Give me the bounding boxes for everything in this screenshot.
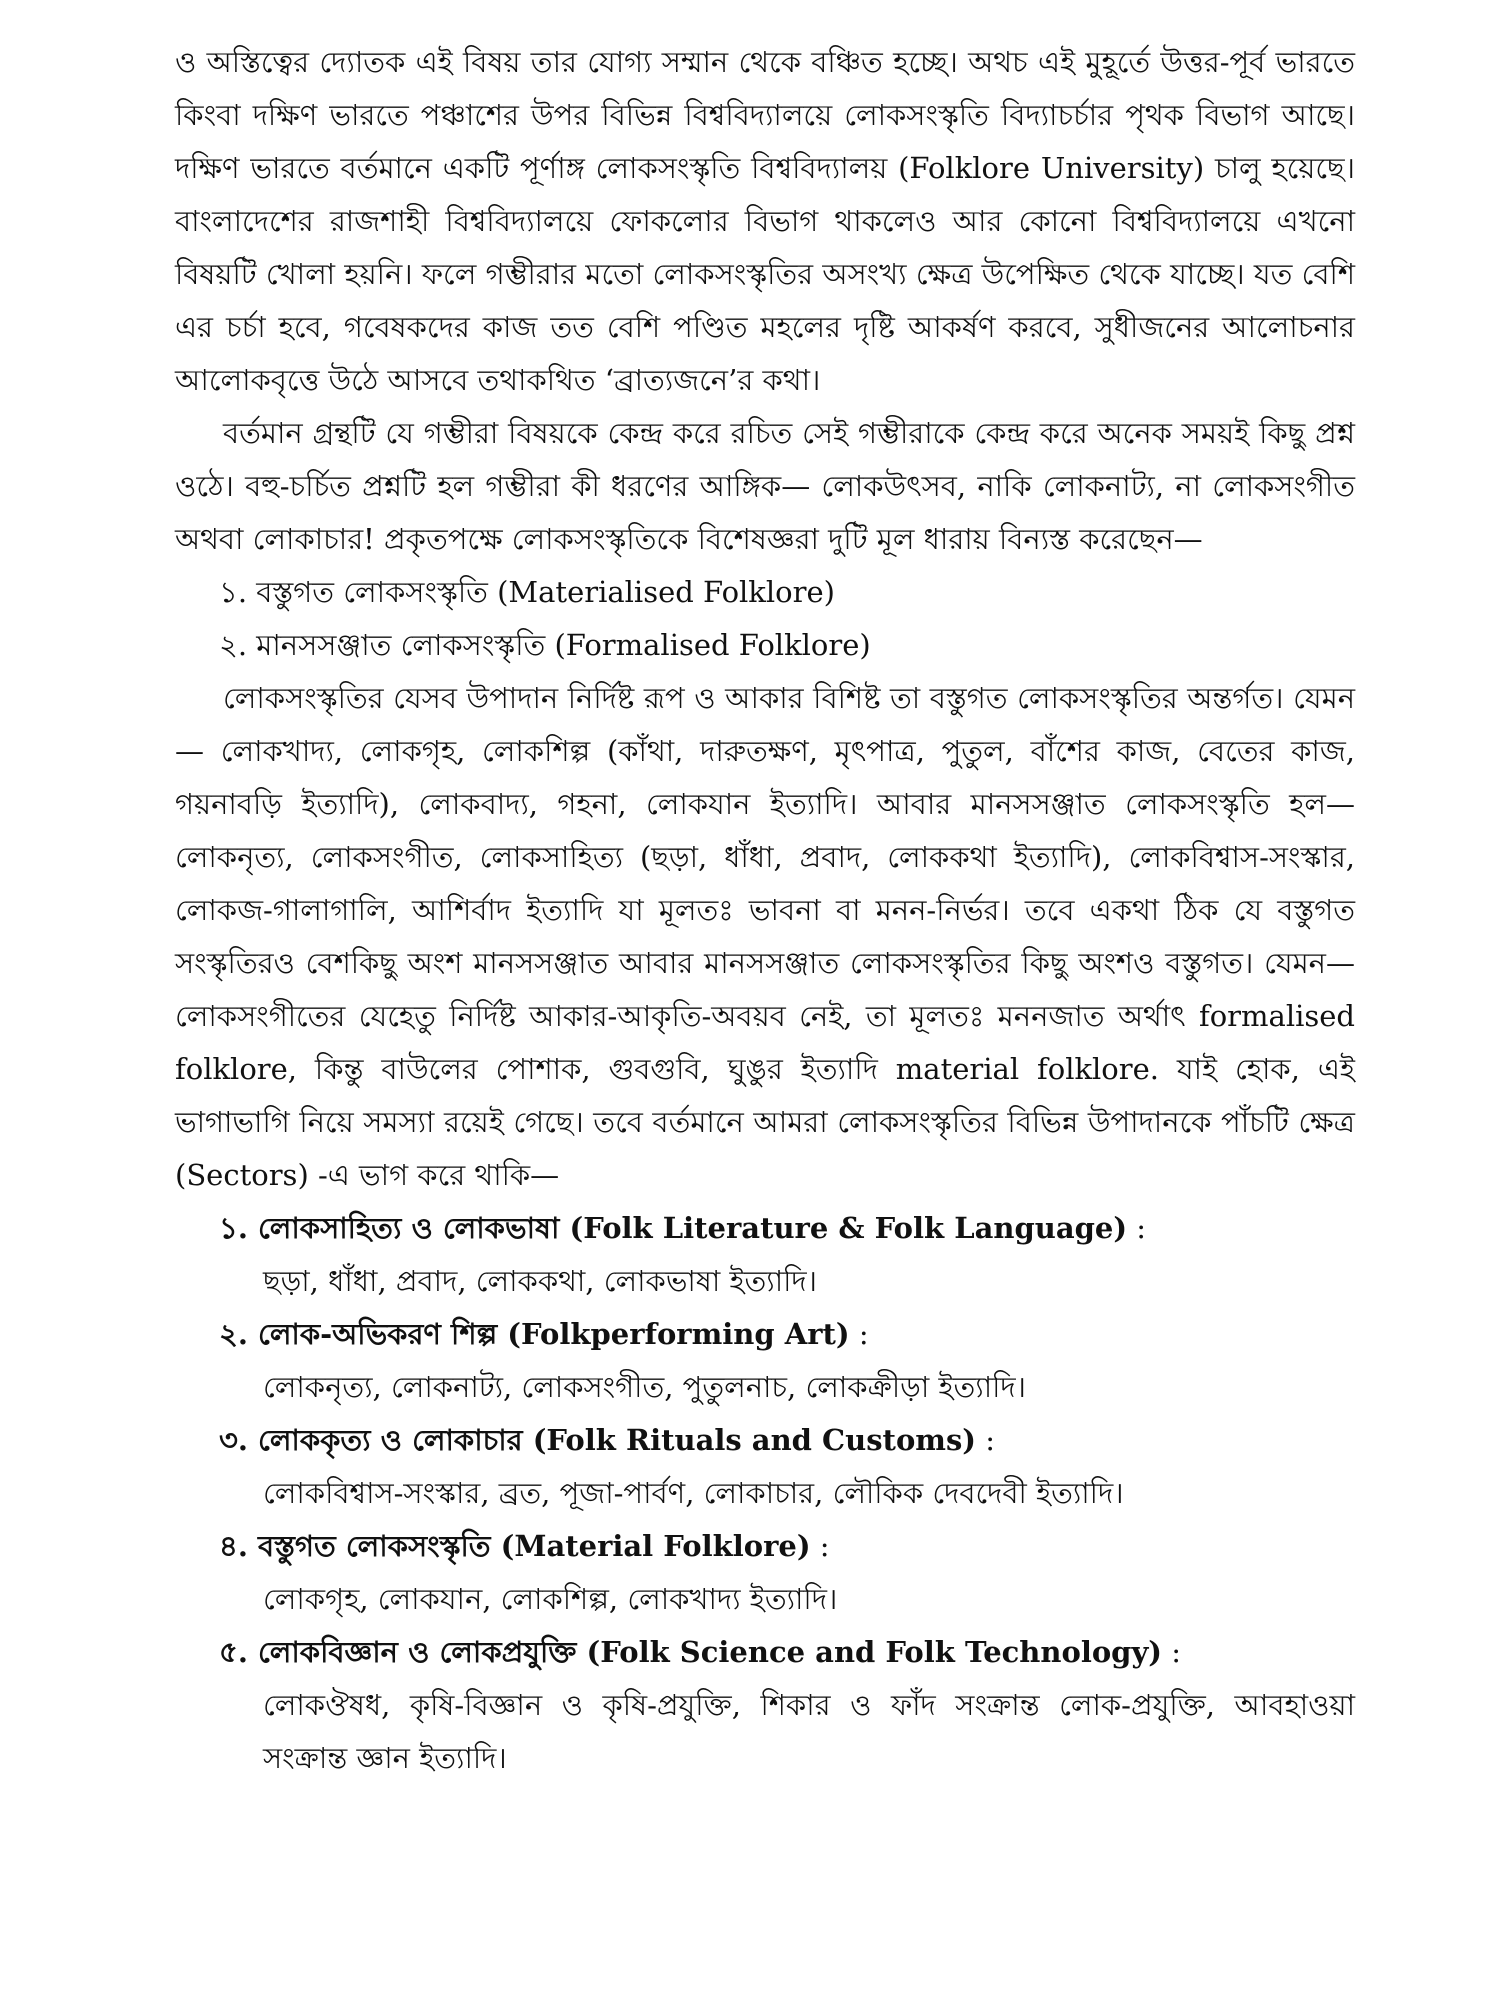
folklore-type-2: ২. মানসসঞ্জাত লোকসংস্কৃতি (Formalised Folklore): [219, 628, 871, 662]
sector-5: [175, 1626, 1355, 1785]
sector-2: [175, 1308, 1355, 1414]
sector-items: লোকবিশ্বাস-সংস্কার, ব্রত, পূজা-পার্বণ, লোকাচার, লৌকিক দেবদেবী ইত্যাদি।: [263, 1476, 1124, 1510]
sector-items: লোকগৃহ, লোকযান, লোকশিল্প, লোকখাদ্য ইত্যাদি।: [263, 1582, 838, 1616]
paragraph-gambhira-question: বর্তমান গ্রন্থটি যে গম্ভীরা বিষয়কে কেন্দ্র করে রচিত সেই গম্ভীরাকে কেন্দ্র করে অনেক সময়ই কিছু প্রশ্ন ওঠে। বহু-চর্চিত প্রশ্নটি হল গম্ভীরা কী ধরণের আঙ্গিক— লোকউৎসব, নাকি লোকনাট্য, না লোকসংগীত অথবা লোকাচার! প্রকৃতপক্ষে লোকসংস্কৃতিকে বিশেষজ্ঞরা দুটি মূল ধারায় বিন্যস্ত করেছেন—: [175, 416, 1355, 556]
sector-colon: :: [849, 1317, 869, 1351]
sector-heading: ৫. লোকবিজ্ঞান ও লোকপ্রযুক্তি (Folk Science and Folk Technology): [219, 1635, 1163, 1669]
sector-items: লোকঔষধ, কৃষি-বিজ্ঞান ও কৃষি-প্রযুক্তি, শিকার ও ফাঁদ সংক্রান্ত লোক-প্রযুক্তি, আবহাওয়া সংক্রান্ত জ্ঞান ইত্যাদি।: [263, 1688, 1355, 1775]
page-text: [175, 36, 1355, 1785]
sector-items: ছড়া, ধাঁধা, প্রবাদ, লোককথা, লোকভাষা ইত্যাদি।: [263, 1264, 818, 1298]
sector-heading: ২. লোক-অভিকরণ শিল্প (Folkperforming Art): [219, 1317, 850, 1351]
sector-heading: ৩. লোককৃত্য ও লোকাচার (Folk Rituals and Customs): [219, 1423, 977, 1457]
sector-colon: :: [976, 1423, 996, 1457]
paragraph-material-formal: লোকসংস্কৃতির যেসব উপাদান নির্দিষ্ট রূপ ও আকার বিশিষ্ট তা বস্তুগত লোকসংস্কৃতির অন্তর্গত। যেমন— লোকখাদ্য, লোকগৃহ, লোকশিল্প (কাঁথা, দারুতক্ষণ, মৃৎপাত্র, পুতুল, বাঁশের কাজ, বেতের কাজ, গয়নাবড়ি ইত্যাদি), লোকবাদ্য, গহনা, লোকযান ইত্যাদি। আবার মানসসঞ্জাত লোকসংস্কৃতি হল— লোকনৃত্য, লোকসংগীত, লোকসাহিত্য (ছড়া, ধাঁধা, প্রবাদ, লোককথা ইত্যাদি), লোকবিশ্বাস-সংস্কার, লোকজ-গালাগালি, আশির্বাদ ইত্যাদি যা মূলতঃ ভাবনা বা মনন-নির্ভর। তবে একথা ঠিক যে বস্তুগত সংস্কৃতিরও বেশকিছু অংশ মানসসঞ্জাত আবার মানসসঞ্জাত লোকসংস্কৃতির কিছু অংশও বস্তুগত। যেমন—লোকসংগীতের যেহেতু নির্দিষ্ট আকার-আকৃতি-অবয়ব নেই, তা মূলতঃ মননজাত অর্থাৎ formalised folklore, কিন্তু বাউলের পোশাক, গুবগুবি, ঘুঙুর ইত্যাদি material folklore. যাই হোক, এই ভাগাভাগি নিয়ে সমস্যা রয়েই গেছে। তবে বর্তমানে আমরা লোকসংস্কৃতির বিভিন্ন উপাদানকে পাঁচটি ক্ষেত্র (Sectors) -এ ভাগ করে থাকি—: [175, 681, 1355, 1192]
sector-4: [175, 1520, 1355, 1626]
sector-items: লোকনৃত্য, লোকনাট্য, লোকসংগীত, পুতুলনাচ, লোকক্রীড়া ইত্যাদি।: [263, 1370, 1027, 1404]
sector-heading: ৪. বস্তুগত লোকসংস্কৃতি (Material Folklore): [219, 1529, 811, 1563]
folklore-type-1: ১. বস্তুগত লোকসংস্কৃতি (Materialised Folklore): [219, 575, 835, 609]
sector-3: [175, 1414, 1355, 1520]
paragraph-university: ও অস্তিত্বের দ্যোতক এই বিষয় তার যোগ্য সম্মান থেকে বঞ্চিত হচ্ছে। অথচ এই মুহূর্তে উত্তর-পূর্ব ভারতে কিংবা দক্ষিণ ভারতে পঞ্চাশের উপর বিভিন্ন বিশ্ববিদ্যালয়ে লোকসংস্কৃতি বিদ্যাচর্চার পৃথক বিভাগ আছে। দক্ষিণ ভারতে বর্তমানে একটি পূর্ণাঙ্গ লোকসংস্কৃতি বিশ্ববিদ্যালয় (Folklore University) চালু হয়েছে। বাংলাদেশের রাজশাহী বিশ্ববিদ্যালয়ে ফোকলোর বিভাগ থাকলেও আর কোনো বিশ্ববিদ্যালয়ে এখনো বিষয়টি খোলা হয়নি। ফলে গম্ভীরার মতো লোকসংস্কৃতির অসংখ্য ক্ষেত্র উপেক্ষিত থেকে যাচ্ছে। যত বেশি এর চর্চা হবে, গবেষকদের কাজ তত বেশি পণ্ডিত মহলের দৃষ্টি আকর্ষণ করবে, সুধীজনের আলোচনার আলোকবৃত্তে উঠে আসবে তথাকথিত ‘ব্রাত্যজনে’র কথা।: [175, 45, 1355, 397]
sector-heading: ১. লোকসাহিত্য ও লোকভাষা (Folk Literature & Folk Language): [219, 1211, 1128, 1245]
sector-1: [175, 1202, 1355, 1308]
sector-colon: :: [810, 1529, 830, 1563]
sector-colon: :: [1127, 1211, 1147, 1245]
sector-colon: :: [1162, 1635, 1182, 1669]
